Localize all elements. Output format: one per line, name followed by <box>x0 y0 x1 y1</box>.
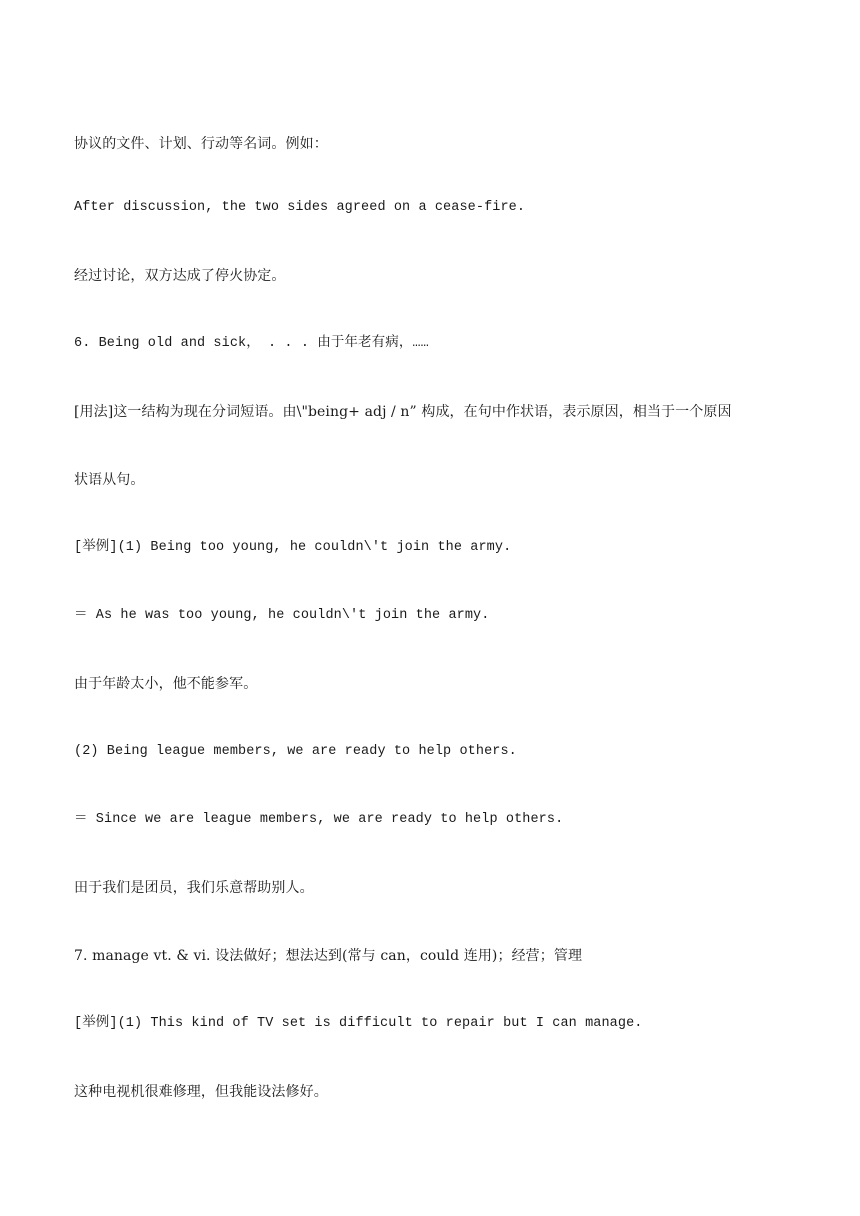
example-1-translation: 由于年龄太小，他不能参军。 <box>74 676 258 692</box>
example-manage-translation: 这种电视机很难修理，但我能设法修好。 <box>74 1084 328 1100</box>
example-manage-tv-set: [举例](1) This kind of TV set is difficult to repair but I can manage. <box>74 1016 643 1031</box>
example-2-league-members: (2) Being league members, we are ready to help others. <box>74 744 517 759</box>
example-sentence-cease-fire: After discussion, the two sides agreed on a cease-fire. <box>74 200 526 215</box>
example-2-equivalent: ＝ Since we are league members, we are ready to help others. <box>74 812 564 827</box>
example-2-translation: 田于我们是团员，我们乐意帮助别人。 <box>74 880 314 896</box>
usage-explanation-continued: 状语从句。 <box>74 472 145 488</box>
example-1-equivalent: ＝ As he was too young, he couldn\'t join the army. <box>74 608 490 623</box>
translation-cease-fire: 经过讨论，双方达成了停火协定。 <box>74 268 286 284</box>
text-line-agreement-nouns: 协议的文件、计划、行动等名词。例如： <box>74 136 328 152</box>
section-heading-being-old-and-sick: 6. Being old and sick， . . . 由于年老有病，…… <box>74 336 429 351</box>
section-heading-manage: 7. manage vt. & vi. 设法做好；想法达到(常与 can，could 连用)；经营；管理 <box>74 948 583 964</box>
example-1-being-too-young: [举例](1) Being too young, he couldn\'t join the army. <box>74 540 512 555</box>
usage-explanation: [用法]这一结构为现在分词短语。由\"being+ adj / n” 构成，在句中作状语，表示原因，相当于一个原因 <box>74 404 732 420</box>
